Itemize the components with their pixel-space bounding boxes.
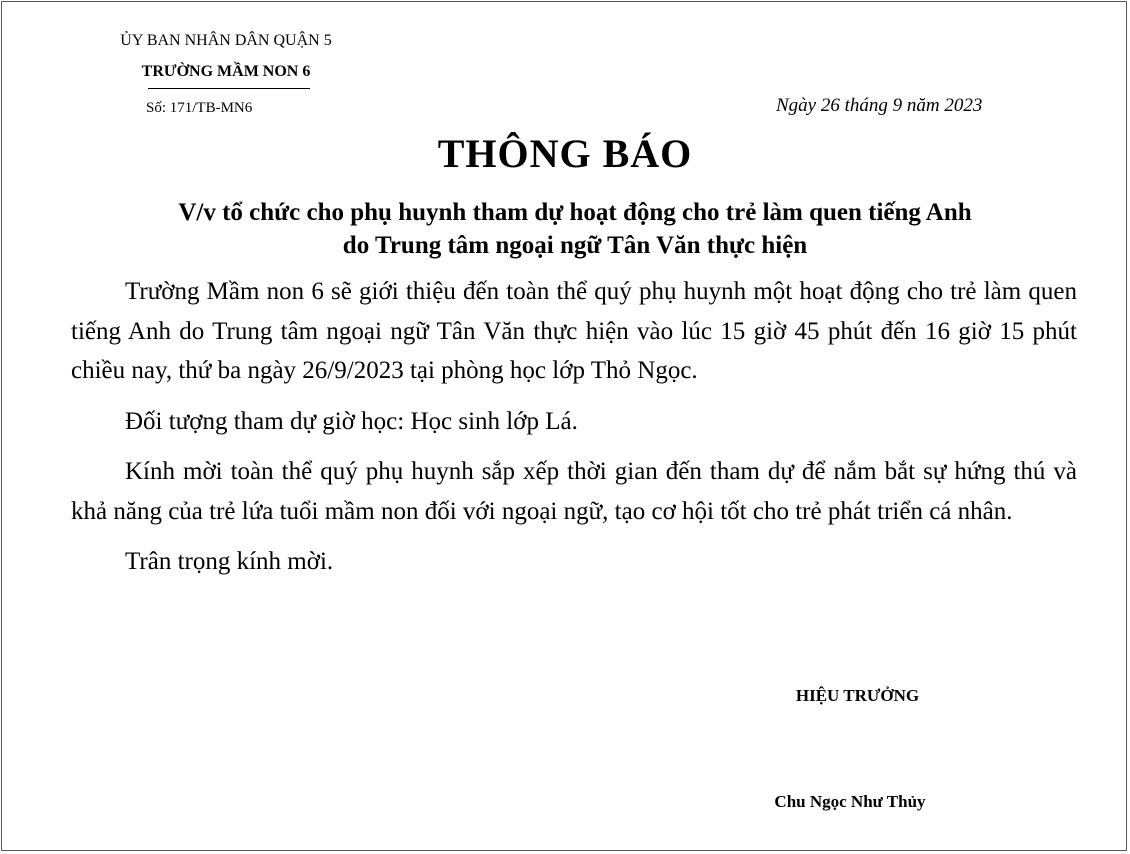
document-title: THÔNG BÁO [437, 131, 693, 176]
document-body [71, 272, 1077, 593]
body-paragraph-3: Kính mời toàn thể quý phụ huynh sắp xếp thời gian đến tham dự để nắm bắt sự hứng thú và khả năng của trẻ lứa tuổi mầm non đối với ngoại ngữ, tạo cơ hội tốt cho trẻ phát triển cá nhân. [71, 458, 1077, 525]
document-subject [0, 196, 1130, 262]
signer-name: Chu Ngọc Như Thủy [774, 792, 926, 811]
organization-name: TRƯỜNG MẦM NON 6 [141, 63, 311, 80]
signer-title: HIỆU TRƯỞNG [795, 686, 920, 705]
document-date: Ngày 26 tháng 9 năm 2023 [776, 95, 983, 116]
body-paragraph-1: Trường Mầm non 6 sẽ giới thiệu đến toàn thể quý phụ huynh một hoạt động cho trẻ làm quen tiếng Anh do Trung tâm ngoại ngữ Tân Văn thực hiện vào lúc 15 giờ 45 phút đến 16 giờ 15 phút chiều nay, thứ ba ngày 26/9/2023 tại phòng học lớp Thỏ Ngọc. [71, 278, 1077, 384]
document-number: Số: 171/TB-MN6 [146, 100, 253, 116]
organization-underline [148, 88, 310, 89]
subject-line-2: do Trung tâm ngoại ngữ Tân Văn thực hiện [342, 232, 808, 259]
body-paragraph-2: Đối tượng tham dự giờ học: Học sinh lớp Lá. [125, 407, 578, 435]
subject-line-1: V/v tổ chức cho phụ huynh tham dự hoạt động cho trẻ làm quen tiếng Anh [178, 199, 972, 226]
closing-line: Trân trọng kính mời. [125, 548, 334, 575]
parent-organization: ỦY BAN NHÂN DÂN QUẬN 5 [120, 32, 332, 49]
